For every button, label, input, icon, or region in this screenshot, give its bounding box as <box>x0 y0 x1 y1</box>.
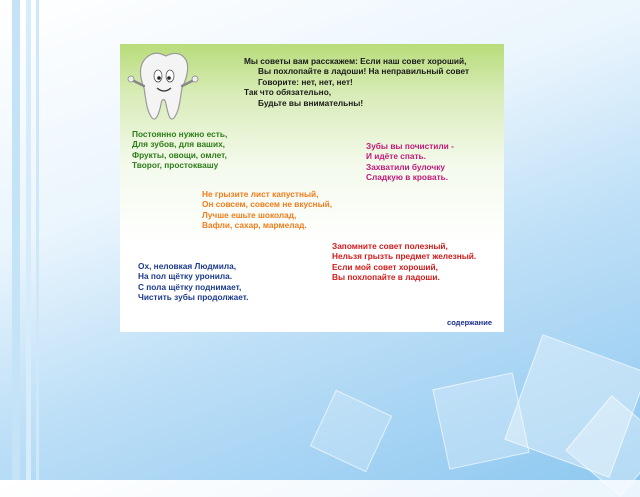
verse-line: Он совсем, совсем не вкусный, <box>202 199 333 210</box>
tooth-character-icon <box>124 46 204 126</box>
verse-line: Фрукты, овощи, омлет, <box>132 149 227 160</box>
decor-square <box>310 390 392 472</box>
verse-line: Если мой совет хороший, <box>332 261 438 272</box>
verse-line: На пол щётку уронила. <box>138 271 233 282</box>
verse-line: Запомните совет полезный, <box>332 241 448 251</box>
verse-line: С пола щётку поднимает, <box>138 281 242 292</box>
verse-line: Творог, простоквашу <box>132 160 219 171</box>
verse-line: И идёте спать. <box>366 151 426 162</box>
intro-line: Мы советы вам расскажем: Если наш совет хороший, <box>244 56 467 66</box>
verse-line: Лучше ешьте шоколад, <box>202 209 297 220</box>
decor-stripe <box>26 0 31 480</box>
verse-line: Не грызите лист капустный, <box>202 189 319 199</box>
verse-line: Чистить зубы продолжает. <box>138 292 249 303</box>
intro-verse <box>244 56 469 108</box>
verse-line: Зубы вы почистили - <box>366 141 454 151</box>
contents-link[interactable]: содержание <box>447 318 492 327</box>
red-verse <box>332 241 476 283</box>
verse-line: Ох, неловкая Людмила, <box>138 261 237 271</box>
verse-line: Захватили булочку <box>366 161 445 172</box>
verse-line: Сладкую в кровать. <box>366 172 449 183</box>
decor-stripe <box>36 0 39 480</box>
blue-verse <box>138 261 248 303</box>
slide-content <box>120 44 504 332</box>
orange-verse <box>202 189 332 231</box>
intro-line: Так что обязательно, <box>244 87 332 98</box>
intro-line: Будьте вы внимательны! <box>258 97 364 108</box>
decor-square <box>432 372 529 469</box>
verse-line: Нельзя грызть предмет железный. <box>332 251 477 262</box>
verse-line: Постоянно нужно есть, <box>132 129 228 139</box>
verse-line: Для зубов, для ваших, <box>132 139 225 150</box>
intro-line: Вы похлопайте в ладоши! На неправильный совет <box>258 66 470 77</box>
green-verse <box>132 129 227 171</box>
intro-line: Говорите: нет, нет, нет! <box>258 76 353 87</box>
magenta-verse <box>366 141 454 183</box>
verse-line: Вафли, сахар, мармелад. <box>202 220 307 231</box>
decor-stripe <box>12 0 20 480</box>
verse-line: Вы похлопайте в ладоши. <box>332 272 440 283</box>
